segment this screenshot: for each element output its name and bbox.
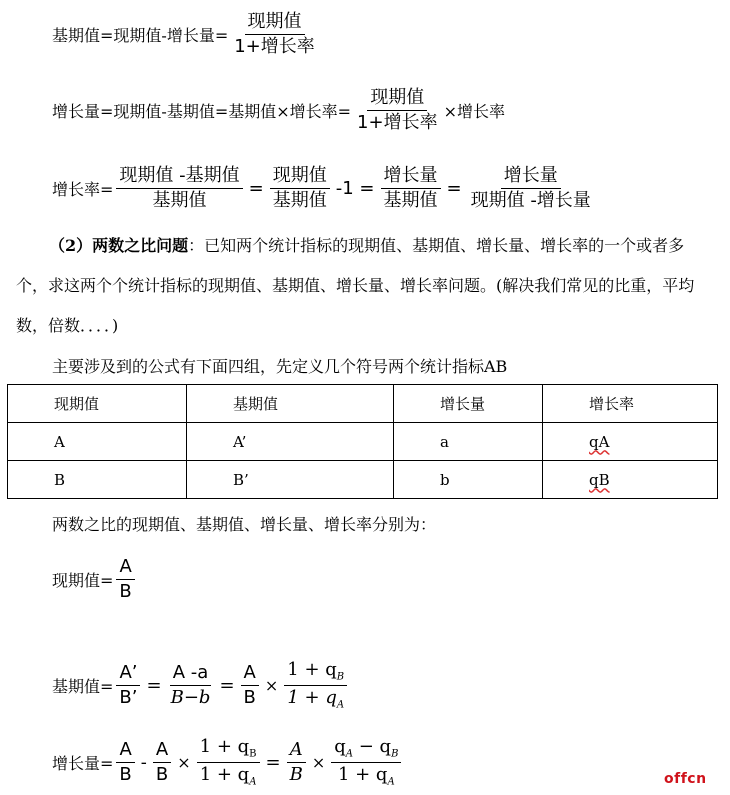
definitions-table [7,384,718,499]
table-header-row [8,385,718,423]
rate-formula-lhs: 增长率= [52,179,114,199]
table-cell [543,423,718,461]
growth-formula-tail: ×增长率 [443,101,506,121]
growth-amount-formula [52,84,505,136]
table-cell: B [8,461,187,499]
ratio-intro: 两数之比的现期值、基期值、增长量、增长率分别为： [52,515,437,534]
offcn-logo: offcn [664,771,707,787]
symbols-intro: 主要涉及到的公式有下面四组，先定义几个符号两个统计指标AB [52,357,508,376]
table-header: 基期值 [187,385,394,423]
table-header: 增长率 [543,385,718,423]
fraction: $\frac{A}{B}$ [153,740,171,785]
ratio-base-formula: 基期值= $\frac{A’}{B’}$ = $\frac{A -a}{B-b}$ = $\frac{A}{B}$ × $\frac{1 + q_B}{1 + q_A}$ [52,657,350,713]
table-cell [543,461,718,499]
fraction: $\frac{A’}{B’}$ [116,663,140,708]
fraction: $\frac{\text{现期值}}{\text{1+增长率}}$ [234,10,315,57]
fraction: $\frac{A}{B}$ [116,557,134,602]
rate-symbol-qa: qA [589,432,610,451]
table-header: 现期值 [8,385,187,423]
fraction: $\frac{\text{增长量}}{\text{现期值 -增长量}}$ [470,164,591,211]
section2-heading: （2）两数之比问题 [49,236,189,255]
table-row [8,423,718,461]
fraction: $\frac{A -a}{B-b}$ [170,661,211,708]
fraction: $\frac{A}{B}$ [287,740,306,785]
fraction: $\frac{\text{现期值}}{\text{基期值}}$ [270,166,330,211]
section2-body: ：已知两个统计指标的现期值、基期值、增长量、增长率的一个或者多个，求这两个个统计指标的现期值、基期值、增长量、增长率问题。(解决我们常见的比重，平均数，倍数．．．．) [16,236,695,335]
fraction: $\frac{A}{B}$ [116,740,134,785]
fraction: $\frac{1 + q_B}{1 + q_A}$ [197,737,260,787]
fraction: $\frac{\text{现期值}}{\text{1+增长率}}$ [357,86,438,133]
table-header: 增长量 [394,385,543,423]
ratio-growth-formula: 增长量= $\frac{A}{B}$ - $\frac{A}{B}$ × $\frac{1 + q_B}{1 + q_A}$ = $\frac{A}{B}$ × $\frac{q_A - q_B}{1 + q_A}$ [52,734,404,790]
base-value-formula [52,8,321,60]
table-cell: B’ [187,461,394,499]
growth-rate-formula: 增长率= $\frac{\text{现期值 -基期值}}{\text{基期值}}$ = $\frac{\text{现期值}}{\text{基期值}}$ -1 = $\frac{\text{增长量}}{\text{基期值}}$ = $\frac{\text{增长量}}{\text{现期值 -增长量}}$ [52,160,597,216]
growth-formula-lhs: 增长量=现期值-基期值=基期值×增长率= [52,101,352,121]
table-cell: A’ [187,423,394,461]
table-row [8,461,718,499]
fraction: $\frac{A}{B}$ [241,663,259,708]
fraction: $\frac{1 + q_B}{1 + q_A}$ [284,660,347,710]
table-cell: A [8,423,187,461]
table-cell: a [394,423,543,461]
fraction: $\frac{\text{现期值 -基期值}}{\text{基期值}}$ [116,166,242,211]
rate-symbol-qb: qB [589,470,610,489]
base-formula-lhs: 基期值=现期值-增长量= [52,25,229,45]
fraction: $\frac{q_A - q_B}{1 + q_A}$ [331,737,401,787]
fraction: $\frac{\text{增长量}}{\text{基期值}}$ [381,166,441,211]
ratio-current-formula: 现期值= $\frac{A}{B}$ [52,553,138,605]
section2-paragraph [16,226,712,346]
table-cell: b [394,461,543,499]
